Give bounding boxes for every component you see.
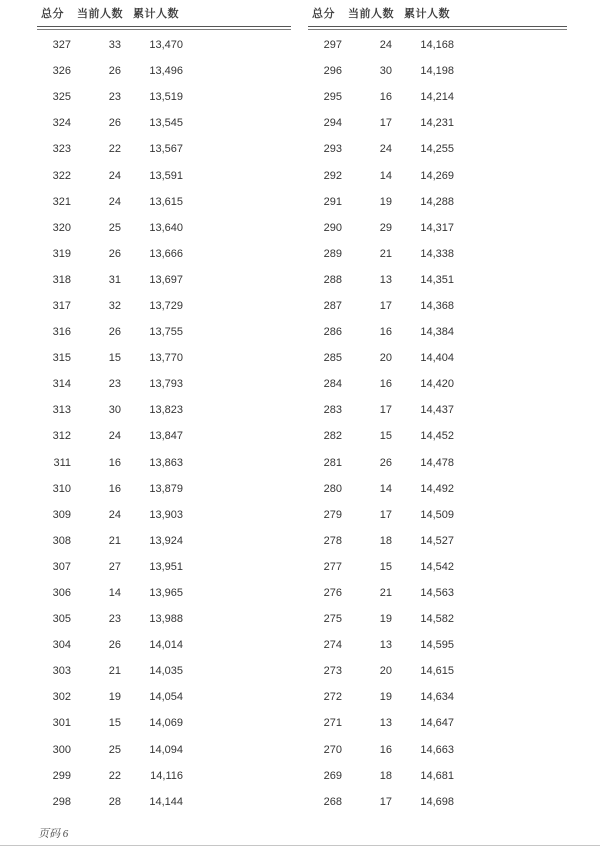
cumulative-count-cell: 14,492 — [420, 482, 454, 495]
table-row — [37, 763, 291, 789]
total-score-cell: 310 — [52, 482, 71, 495]
table-row — [37, 58, 291, 84]
current-count-cell: 22 — [108, 769, 121, 782]
cumulative-count-cell: 14,317 — [420, 221, 454, 234]
table-row — [308, 215, 567, 241]
current-count-cell: 22 — [108, 143, 121, 156]
table-row — [37, 528, 291, 554]
table-row — [308, 371, 567, 397]
table-row — [308, 267, 567, 293]
table-row — [37, 789, 291, 815]
cumulative-count-cell: 14,527 — [420, 534, 454, 547]
cumulative-count-cell: 14,214 — [420, 91, 454, 104]
cumulative-count-cell: 13,496 — [149, 65, 183, 78]
cumulative-count-cell: 14,094 — [149, 743, 183, 756]
table-row — [37, 189, 291, 215]
total-score-cell: 319 — [52, 247, 71, 260]
table-row — [308, 319, 567, 345]
table-row — [308, 110, 567, 136]
current-count-cell: 13 — [379, 639, 392, 652]
current-count-cell: 20 — [379, 352, 392, 365]
current-count-cell: 26 — [108, 65, 121, 78]
total-score-cell: 278 — [323, 534, 342, 547]
current-count-cell: 26 — [108, 247, 121, 260]
cumulative-count-cell: 13,666 — [149, 247, 183, 260]
column-header-total-score: 总分 — [312, 8, 335, 20]
total-score-cell: 275 — [323, 613, 342, 626]
total-score-cell: 327 — [52, 39, 71, 52]
current-count-cell: 23 — [108, 378, 121, 391]
total-score-cell: 316 — [52, 326, 71, 339]
total-score-cell: 325 — [52, 91, 71, 104]
total-score-cell: 280 — [323, 482, 342, 495]
total-score-cell: 289 — [323, 247, 342, 260]
cumulative-count-cell: 13,697 — [149, 273, 183, 286]
current-count-cell: 32 — [108, 299, 121, 312]
current-count-cell: 17 — [379, 117, 392, 130]
current-count-cell: 24 — [108, 169, 121, 182]
current-count-cell: 25 — [108, 221, 121, 234]
current-count-cell: 24 — [108, 195, 121, 208]
cumulative-count-cell: 14,069 — [149, 717, 183, 730]
table-row — [37, 606, 291, 632]
total-score-cell: 306 — [52, 587, 71, 600]
table-row — [308, 580, 567, 606]
current-count-cell: 24 — [108, 430, 121, 443]
table-row — [37, 84, 291, 110]
table-row — [37, 502, 291, 528]
cumulative-count-cell: 14,615 — [420, 665, 454, 678]
cumulative-count-cell: 14,198 — [420, 65, 454, 78]
score-table-right — [308, 7, 567, 815]
table-row — [37, 345, 291, 371]
table-row — [37, 710, 291, 736]
score-table-left — [37, 7, 291, 815]
cumulative-count-cell: 13,729 — [149, 299, 183, 312]
total-score-cell: 302 — [52, 691, 71, 704]
table-row — [308, 737, 567, 763]
cumulative-count-cell: 14,478 — [420, 456, 454, 469]
cumulative-count-cell: 14,663 — [420, 743, 454, 756]
total-score-cell: 290 — [323, 221, 342, 234]
current-count-cell: 31 — [108, 273, 121, 286]
table-row — [308, 162, 567, 188]
cumulative-count-cell: 14,509 — [420, 508, 454, 521]
cumulative-count-cell: 14,595 — [420, 639, 454, 652]
total-score-cell: 308 — [52, 534, 71, 547]
cumulative-count-cell: 14,420 — [420, 378, 454, 391]
table-row — [37, 684, 291, 710]
cumulative-count-cell: 14,144 — [149, 795, 183, 808]
table-row — [37, 737, 291, 763]
total-score-cell: 303 — [52, 665, 71, 678]
total-score-cell: 321 — [52, 195, 71, 208]
table-row — [37, 423, 291, 449]
cumulative-count-cell: 14,404 — [420, 352, 454, 365]
current-count-cell: 15 — [379, 430, 392, 443]
total-score-cell: 298 — [52, 795, 71, 808]
current-count-cell: 21 — [108, 665, 121, 678]
cumulative-count-cell: 14,338 — [420, 247, 454, 260]
current-count-cell: 20 — [379, 665, 392, 678]
total-score-cell: 312 — [52, 430, 71, 443]
cumulative-count-cell: 14,437 — [420, 404, 454, 417]
table-row — [308, 710, 567, 736]
total-score-cell: 268 — [323, 795, 342, 808]
current-count-cell: 15 — [108, 352, 121, 365]
cumulative-count-cell: 14,681 — [420, 769, 454, 782]
current-count-cell: 16 — [379, 91, 392, 104]
current-count-cell: 26 — [108, 326, 121, 339]
total-score-cell: 311 — [53, 456, 71, 469]
table-row — [308, 189, 567, 215]
header-double-rule — [308, 26, 567, 30]
total-score-cell: 277 — [323, 560, 342, 573]
cumulative-count-cell: 13,951 — [149, 560, 183, 573]
table-row — [308, 528, 567, 554]
cumulative-count-cell: 14,255 — [420, 143, 454, 156]
current-count-cell: 24 — [379, 143, 392, 156]
current-count-cell: 24 — [108, 508, 121, 521]
current-count-cell: 21 — [379, 587, 392, 600]
cumulative-count-cell: 13,965 — [149, 587, 183, 600]
current-count-cell: 16 — [108, 456, 121, 469]
current-count-cell: 16 — [108, 482, 121, 495]
current-count-cell: 19 — [379, 195, 392, 208]
total-score-cell: 324 — [52, 117, 71, 130]
current-count-cell: 18 — [379, 769, 392, 782]
table-row — [308, 450, 567, 476]
current-count-cell: 17 — [379, 508, 392, 521]
cumulative-count-cell: 14,582 — [420, 613, 454, 626]
table-row — [37, 162, 291, 188]
current-count-cell: 30 — [379, 65, 392, 78]
column-header-current-count: 当前人数 — [77, 8, 123, 20]
cumulative-count-cell: 13,519 — [149, 91, 183, 104]
table-row — [308, 345, 567, 371]
table-row — [308, 554, 567, 580]
current-count-cell: 29 — [379, 221, 392, 234]
current-count-cell: 16 — [379, 743, 392, 756]
table-row — [37, 241, 291, 267]
table-row — [308, 684, 567, 710]
current-count-cell: 23 — [108, 91, 121, 104]
total-score-cell: 299 — [52, 769, 71, 782]
current-count-cell: 25 — [108, 743, 121, 756]
table-row — [37, 397, 291, 423]
current-count-cell: 30 — [108, 404, 121, 417]
total-score-cell: 270 — [323, 743, 342, 756]
cumulative-count-cell: 13,903 — [149, 508, 183, 521]
cumulative-count-cell: 13,879 — [149, 482, 183, 495]
total-score-cell: 292 — [323, 169, 342, 182]
table-row — [308, 476, 567, 502]
total-score-cell: 315 — [52, 352, 71, 365]
total-score-cell: 271 — [323, 717, 342, 730]
cumulative-count-cell: 13,988 — [149, 613, 183, 626]
table-row — [37, 450, 291, 476]
cumulative-count-cell: 13,470 — [149, 39, 183, 52]
current-count-cell: 21 — [379, 247, 392, 260]
current-count-cell: 14 — [108, 587, 121, 600]
table-row — [37, 267, 291, 293]
current-count-cell: 26 — [108, 117, 121, 130]
total-score-cell: 309 — [52, 508, 71, 521]
current-count-cell: 14 — [379, 482, 392, 495]
table-body — [308, 32, 567, 815]
current-count-cell: 19 — [108, 691, 121, 704]
total-score-cell: 301 — [52, 717, 71, 730]
total-score-cell: 281 — [323, 456, 342, 469]
table-row — [37, 110, 291, 136]
total-score-cell: 296 — [323, 65, 342, 78]
cumulative-count-cell: 13,640 — [149, 221, 183, 234]
column-header-current-count: 当前人数 — [348, 8, 394, 20]
current-count-cell: 27 — [108, 560, 121, 573]
table-row — [308, 397, 567, 423]
table-row — [308, 606, 567, 632]
cumulative-count-cell: 13,545 — [149, 117, 183, 130]
current-count-cell: 16 — [379, 326, 392, 339]
total-score-cell: 326 — [52, 65, 71, 78]
total-score-cell: 291 — [323, 195, 342, 208]
cumulative-count-cell: 14,231 — [420, 117, 454, 130]
cumulative-count-cell: 13,924 — [149, 534, 183, 547]
table-row — [308, 658, 567, 684]
table-body — [37, 32, 291, 815]
current-count-cell: 17 — [379, 404, 392, 417]
current-count-cell: 18 — [379, 534, 392, 547]
current-count-cell: 17 — [379, 795, 392, 808]
page-bottom-rule — [0, 845, 600, 846]
total-score-cell: 314 — [52, 378, 71, 391]
cumulative-count-cell: 14,014 — [149, 639, 183, 652]
current-count-cell: 15 — [379, 560, 392, 573]
total-score-cell: 317 — [52, 299, 71, 312]
cumulative-count-cell: 13,793 — [149, 378, 183, 391]
current-count-cell: 33 — [108, 39, 121, 52]
cumulative-count-cell: 13,567 — [149, 143, 183, 156]
total-score-cell: 274 — [323, 639, 342, 652]
cumulative-count-cell: 14,634 — [420, 691, 454, 704]
table-row — [308, 84, 567, 110]
cumulative-count-cell: 13,615 — [149, 195, 183, 208]
total-score-cell: 287 — [323, 299, 342, 312]
total-score-cell: 293 — [323, 143, 342, 156]
total-score-cell: 320 — [52, 221, 71, 234]
table-row — [37, 371, 291, 397]
table-row — [37, 658, 291, 684]
current-count-cell: 19 — [379, 613, 392, 626]
total-score-cell: 273 — [323, 665, 342, 678]
total-score-cell: 323 — [52, 143, 71, 156]
table-row — [308, 423, 567, 449]
total-score-cell: 272 — [323, 691, 342, 704]
current-count-cell: 16 — [379, 378, 392, 391]
cumulative-count-cell: 13,847 — [149, 430, 183, 443]
total-score-cell: 300 — [52, 743, 71, 756]
current-count-cell: 19 — [379, 691, 392, 704]
table-row — [37, 215, 291, 241]
cumulative-count-cell: 14,288 — [420, 195, 454, 208]
table-row — [308, 632, 567, 658]
cumulative-count-cell: 14,035 — [149, 665, 183, 678]
total-score-cell: 286 — [323, 326, 342, 339]
table-row — [37, 293, 291, 319]
table-row — [37, 32, 291, 58]
total-score-cell: 305 — [52, 613, 71, 626]
current-count-cell: 26 — [379, 456, 392, 469]
total-score-cell: 269 — [323, 769, 342, 782]
table-row — [37, 580, 291, 606]
total-score-cell: 322 — [52, 169, 71, 182]
table-row — [308, 241, 567, 267]
cumulative-count-cell: 14,054 — [149, 691, 183, 704]
table-row — [37, 136, 291, 162]
current-count-cell: 26 — [108, 639, 121, 652]
cumulative-count-cell: 13,770 — [149, 352, 183, 365]
table-row — [37, 476, 291, 502]
cumulative-count-cell: 14,368 — [420, 299, 454, 312]
page-number: 页码 6 — [38, 828, 69, 840]
table-row — [308, 763, 567, 789]
total-score-cell: 282 — [323, 430, 342, 443]
total-score-cell: 304 — [52, 639, 71, 652]
cumulative-count-cell: 14,116 — [150, 769, 183, 782]
total-score-cell: 295 — [323, 91, 342, 104]
cumulative-count-cell: 13,863 — [149, 456, 183, 469]
cumulative-count-cell: 14,542 — [420, 560, 454, 573]
cumulative-count-cell: 13,823 — [149, 404, 183, 417]
table-header-row — [37, 7, 291, 21]
table-row — [37, 632, 291, 658]
column-header-total-score: 总分 — [41, 8, 64, 20]
total-score-cell: 283 — [323, 404, 342, 417]
current-count-cell: 21 — [108, 534, 121, 547]
table-row — [308, 502, 567, 528]
table-row — [37, 554, 291, 580]
cumulative-count-cell: 14,351 — [420, 273, 454, 286]
cumulative-count-cell: 13,591 — [149, 169, 183, 182]
column-header-cumulative-count: 累计人数 — [404, 8, 450, 20]
cumulative-count-cell: 14,452 — [420, 430, 454, 443]
current-count-cell: 13 — [379, 273, 392, 286]
current-count-cell: 23 — [108, 613, 121, 626]
total-score-cell: 279 — [323, 508, 342, 521]
total-score-cell: 318 — [52, 273, 71, 286]
table-row — [308, 58, 567, 84]
cumulative-count-cell: 14,698 — [420, 795, 454, 808]
total-score-cell: 294 — [323, 117, 342, 130]
cumulative-count-cell: 14,384 — [420, 326, 454, 339]
total-score-cell: 307 — [52, 560, 71, 573]
table-row — [308, 293, 567, 319]
cumulative-count-cell: 14,563 — [420, 587, 454, 600]
cumulative-count-cell: 14,647 — [420, 717, 454, 730]
total-score-cell: 313 — [52, 404, 71, 417]
cumulative-count-cell: 14,168 — [420, 39, 454, 52]
total-score-cell: 288 — [323, 273, 342, 286]
current-count-cell: 28 — [108, 795, 121, 808]
total-score-cell: 285 — [323, 352, 342, 365]
table-row — [308, 32, 567, 58]
column-header-cumulative-count: 累计人数 — [133, 8, 179, 20]
cumulative-count-cell: 13,755 — [149, 326, 183, 339]
table-row — [308, 789, 567, 815]
table-row — [308, 136, 567, 162]
table-row — [37, 319, 291, 345]
table-header-row — [308, 7, 567, 21]
current-count-cell: 13 — [379, 717, 392, 730]
cumulative-count-cell: 14,269 — [420, 169, 454, 182]
current-count-cell: 15 — [108, 717, 121, 730]
total-score-cell: 276 — [323, 587, 342, 600]
total-score-cell: 284 — [323, 378, 342, 391]
current-count-cell: 14 — [379, 169, 392, 182]
current-count-cell: 24 — [379, 39, 392, 52]
current-count-cell: 17 — [379, 299, 392, 312]
total-score-cell: 297 — [323, 39, 342, 52]
header-double-rule — [37, 26, 291, 30]
